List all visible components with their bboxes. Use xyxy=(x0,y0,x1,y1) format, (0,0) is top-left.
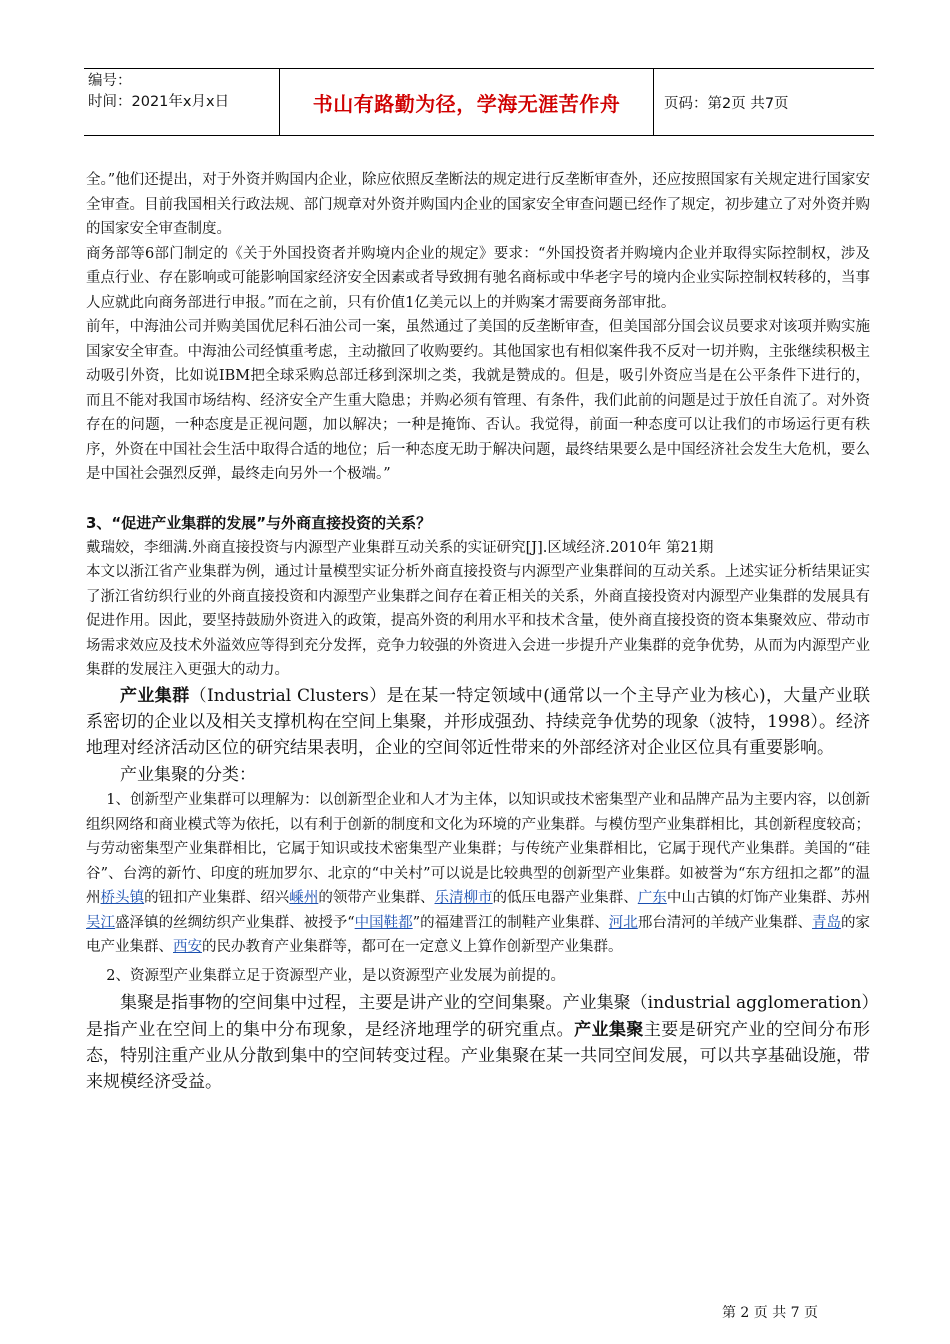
document-body xyxy=(86,168,870,1096)
header-page-label: 页码：第2页 共7页 xyxy=(664,95,789,112)
header-motto: 书山有路勤为径，学海无涯苦作舟 xyxy=(312,91,621,116)
section-3-heading: 3、“促进产业集群的发展”与外商直接投资的关系？ xyxy=(86,513,432,532)
paragraph-7 xyxy=(86,788,870,960)
paragraph-9-text-b: 主要是研究产业的空间分布形态，特别注重产业从分散到集中的空间转变过程。产业集聚在某一共同空间发展，可以共享基础设施，带来规模经济受益。 xyxy=(86,1019,871,1093)
term-industrial-cluster: 产业集群 xyxy=(120,685,190,706)
page-header xyxy=(84,68,874,136)
page-footer xyxy=(0,1302,950,1322)
paragraph-7-text-c: 的领带产业集群、 xyxy=(318,890,435,907)
link-yueqing[interactable]: 乐清柳市 xyxy=(434,890,493,907)
link-xian[interactable]: 西安 xyxy=(173,939,202,956)
term-industrial-agglomeration: 产业集聚 xyxy=(574,1019,644,1040)
paragraph-5 xyxy=(86,683,870,762)
link-shengzhou[interactable]: 嵊州 xyxy=(289,890,319,907)
paragraph-7-text-j: 的民办教育产业集群等，都可在一定意义上算作创新型产业集群。 xyxy=(202,939,623,956)
paragraph-7-text-f: 盛泽镇的丝绸纺织产业集群、被授予“ xyxy=(115,914,355,931)
link-guangdong[interactable]: 广东 xyxy=(637,890,667,907)
footer-page-number: 第 2 页 共 7 页 xyxy=(721,1305,819,1321)
paragraph-7-text-i: 的家电产业集群、 xyxy=(86,914,871,956)
citation: 戴瑞姣，李细满.外商直接投资与内源型产业集群互动关系的实证研究[J].区域经济.2010年 第21期 xyxy=(86,539,714,556)
paragraph-7-text-h: 邢台清河的羊绒产业集群、 xyxy=(637,914,812,931)
paragraph-9-text-a: 集聚是指事物的空间集中过程，主要是讲产业的空间集聚。产业集聚（industrial agglomeration）是指产业在空间上的集中分布现象，是经济地理学的研究重点。 xyxy=(86,993,870,1040)
paragraph-6: 产业集聚的分类： xyxy=(120,764,256,785)
paragraph-8: 2、资源型产业集群立足于资源型产业，是以资源型产业发展为前提的。 xyxy=(106,967,566,984)
number-label: 编号： xyxy=(88,73,132,89)
time-label: 时间：2021年x月x日 xyxy=(88,94,230,110)
paragraph-5-text: （Industrial Clusters）是在某一特定领域中(通常以一个主导产业为核心)，大量产业联系密切的企业以及相关支撑机构在空间上集聚，并形成强劲、持续竞争优势的现象（波特，1998）。经济地理对经济活动区位的研究结果表明，企业的空间邻近性带来的外部经济对企业区位具有重要影响。 xyxy=(86,685,871,759)
paragraph-4: 本文以浙江省产业集群为例，通过计量模型实证分析外商直接投资与内源型产业集群间的互动关系。上述实证分析结果证实了浙江省纺织行业的外商直接投资和内源型产业集群之间存在着正相关的关系，外商直接投资对内源型产业集群的发展具有促进作用。因此，要坚持鼓励外资进入的政策，提高外资的利用水平和技术含量，使外商直接投资的资本集聚效应、带动市场需求效应及技术外溢效应等得到充分发挥，竞争力较强的外资进入会进一步提升产业集群的竞争优势，从而为内源型产业集群的发展注入更强大的动力。 xyxy=(86,564,870,678)
paragraph-7-text-e: 中山古镇的灯饰产业集群、苏州 xyxy=(666,890,871,907)
paragraph-1: 全。”他们还提出，对于外资并购国内企业，除应依照反垄断法的规定进行反垄断审查外，还应按照国家有关规定进行国家安全审查。目前我国相关行政法规、部门规章对外资并购国内企业的国家安全审查问题已经作了规定，初步建立了对外资并购的国家安全审查制度。 xyxy=(86,172,870,237)
paragraph-7-text-b: 的钮扣产业集群、绍兴 xyxy=(144,890,290,907)
link-hebei[interactable]: 河北 xyxy=(608,914,638,931)
paragraph-7-text-g: ”的福建晋江的制鞋产业集群、 xyxy=(412,914,609,931)
paragraph-3: 前年，中海油公司并购美国优尼科石油公司一案，虽然通过了美国的反垄断审查，但美国部分国会议员要求对该项并购实施国家安全审查。中海油公司经慎重考虑，主动撤回了收购要约。其他国家也有相似案件我不反对一切并购，主张继续积极主动吸引外资，比如说IBM把全球采购总部迁移到深圳之类，我就是赞成的。但是，吸引外资应当是在公平条件下进行的，而且不能对我国市场结构、经济安全产生重大隐患；并购必须有管理、有条件，我们此前的问题是过于放任自流了。对外资存在的问题，一种态度是正视问题，加以解决；一种是掩饰、否认。我觉得，前面一种态度可以让我们的市场运行更有秩序，外资在中国社会生活中取得合适的地位；后一种态度无助于解决问题，最终结果要么是中国经济社会发生大危机，要么是中国社会强烈反弹，最终走向另外一个极端。” xyxy=(86,319,870,482)
link-qingdao[interactable]: 青岛 xyxy=(811,914,842,931)
paragraph-9 xyxy=(86,990,870,1096)
header-meta xyxy=(84,69,280,135)
link-wujiang[interactable]: 吴江 xyxy=(86,914,116,931)
link-qiaotou[interactable]: 桥头镇 xyxy=(100,890,145,907)
paragraph-7-text-a: 1、创新型产业集群可以理解为：以创新型企业和人才为主体，以知识或技术密集型产业和品牌产品为主要内容，以创新组织网络和商业模式等为依托，以有利于创新的制度和文化为环境的产业集群。与模仿型产业集群相比，其创新程度较高；与劳动密集型产业集群相比，它属于知识或技术密集型产业集群；与传统产业集群相比，它属于现代产业集群。美国的“硅谷”、台湾的新竹、印度的班加罗尔、北京的“中关村”可以说是比较典型的创新型产业集群。如被誉为“东方纽扣之都”的温州 xyxy=(86,792,870,907)
paragraph-7-text-d: 的低压电器产业集群、 xyxy=(492,890,638,907)
link-xiedu[interactable]: 中国鞋都 xyxy=(354,914,413,931)
header-motto-cell xyxy=(280,69,654,135)
paragraph-2: 商务部等6部门制定的《关于外国投资者并购境内企业的规定》要求：“外国投资者并购境内企业并取得实际控制权，涉及重点行业、存在影响或可能影响国家经济安全因素或者导致拥有驰名商标或中华老字号的境内企业实际控制权转移的，当事人应就此向商务部进行申报。”而在之前，只有价值1亿美元以上的并购案才需要商务部审批。 xyxy=(86,245,870,311)
header-page-cell xyxy=(654,69,874,135)
